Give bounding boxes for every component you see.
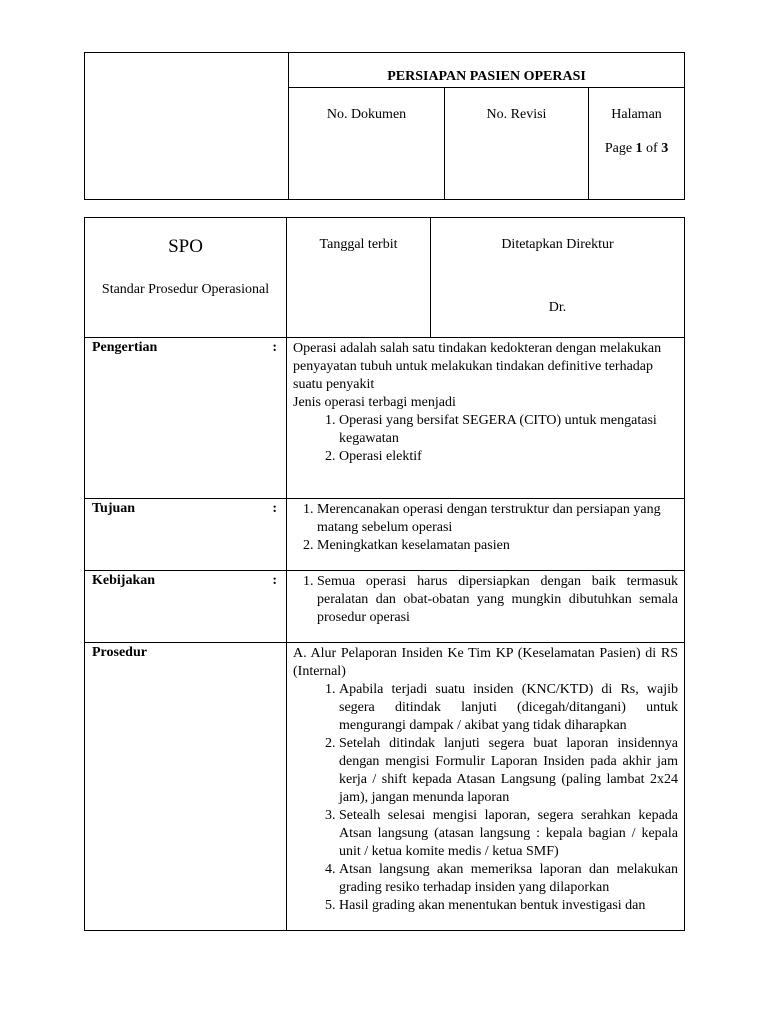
- kebijakan-content: [287, 571, 685, 643]
- tujuan-list: [293, 501, 678, 555]
- procedure-table: [84, 217, 685, 931]
- logo-area: [85, 53, 289, 200]
- pengertian-subtitle: Jenis operasi terbagi menjadi: [293, 395, 456, 410]
- pengertian-content: [287, 338, 685, 499]
- pengertian-list: [293, 412, 678, 466]
- issue-date-label: Tanggal terbit: [319, 237, 398, 252]
- kebijakan-list: [293, 573, 678, 627]
- list-item: 2. Meningkatkan keselamatan pasien: [317, 537, 678, 555]
- page-of: of: [642, 141, 662, 157]
- list-item: 4. Atsan langsung akan memeriksa laporan dan melakukan grading resiko terhadap insiden yang dilaporkan: [339, 861, 678, 897]
- approver-name: Dr.: [548, 300, 567, 315]
- tujuan-content: [287, 499, 685, 571]
- approval-label: Ditetapkan Direktur: [501, 237, 614, 252]
- spo-code: SPO: [168, 236, 203, 257]
- pengertian-label: Pengertian: [92, 340, 158, 355]
- spo-subtitle: Standar Prosedur Operasional: [101, 282, 270, 297]
- page-current: 1: [635, 141, 643, 157]
- spo-title-cell: [85, 218, 287, 338]
- prosedur-content: [287, 643, 685, 931]
- label-colon: :: [272, 340, 277, 355]
- page-total: 3: [661, 141, 669, 157]
- list-item: 2. Operasi elektif: [339, 448, 678, 466]
- document-number-label: No. Dokumen: [289, 88, 445, 200]
- tujuan-label-cell: [85, 499, 287, 571]
- pengertian-label-cell: [85, 338, 287, 499]
- revision-number-label: No. Revisi: [445, 88, 589, 200]
- page-label: Halaman: [611, 107, 662, 123]
- kebijakan-label-cell: [85, 571, 287, 643]
- page-prefix: Page: [604, 141, 636, 157]
- prosedur-label-cell: [85, 643, 287, 931]
- issue-date-cell: [287, 218, 431, 338]
- pengertian-text: Operasi adalah salah satu tindakan kedokteran dengan melakukan penyayatan tubuh untuk melakukan tindakan definitive terhadap suatu penyakit: [293, 341, 662, 392]
- list-item: 1. Apabila terjadi suatu insiden (KNC/KTD) di Rs, wajib segera ditindak lanjuti (dicegah/ditangani) untuk mengurangi dampak / akibat yang tidak diharapkan: [339, 681, 678, 735]
- label-colon: :: [272, 573, 277, 588]
- prosedur-heading: A. Alur Pelaporan Insiden Ke Tim KP (Keselamatan Pasien) di RS (Internal): [293, 646, 678, 679]
- page-info: [589, 88, 685, 200]
- label-colon: :: [272, 501, 277, 516]
- list-item: 1. Merencanakan operasi dengan terstruktur dan persiapan yang matang sebelum operasi: [317, 501, 678, 537]
- prosedur-list: [293, 681, 678, 915]
- list-item: 2. Setelah ditindak lanjuti segera buat laporan insidennya dengan mengisi Formulir Laporan Insiden pada akhir jam kerja / shift kepada Atasan Langsung (paling lambat 2x24 jam), jangan menunda laporan: [339, 735, 678, 807]
- kebijakan-label: Kebijakan: [92, 573, 156, 588]
- page-counter: [589, 141, 684, 157]
- tujuan-label: Tujuan: [92, 501, 136, 516]
- list-item: 1. Semua operasi harus dipersiapkan dengan baik termasuk peralatan dan obat-obatan yang mungkin dibutuhkan semala prosedur operasi: [317, 573, 678, 627]
- list-item: 3. Setealh selesai mengisi laporan, segera serahkan kepada Atsan langsung (atasan langsung : kepala bagian / kepala unit / ketua komite medis / ketua SMF): [339, 807, 678, 861]
- document-header-table: [84, 52, 685, 200]
- list-item: 5. Hasil grading akan menentukan bentuk investigasi dan: [339, 897, 678, 915]
- document-title: PERSIAPAN PASIEN OPERASI: [289, 53, 685, 88]
- prosedur-label: Prosedur: [92, 645, 147, 660]
- list-item: 1. Operasi yang bersifat SEGERA (CITO) untuk mengatasi kegawatan: [339, 412, 678, 448]
- approval-cell: [431, 218, 685, 338]
